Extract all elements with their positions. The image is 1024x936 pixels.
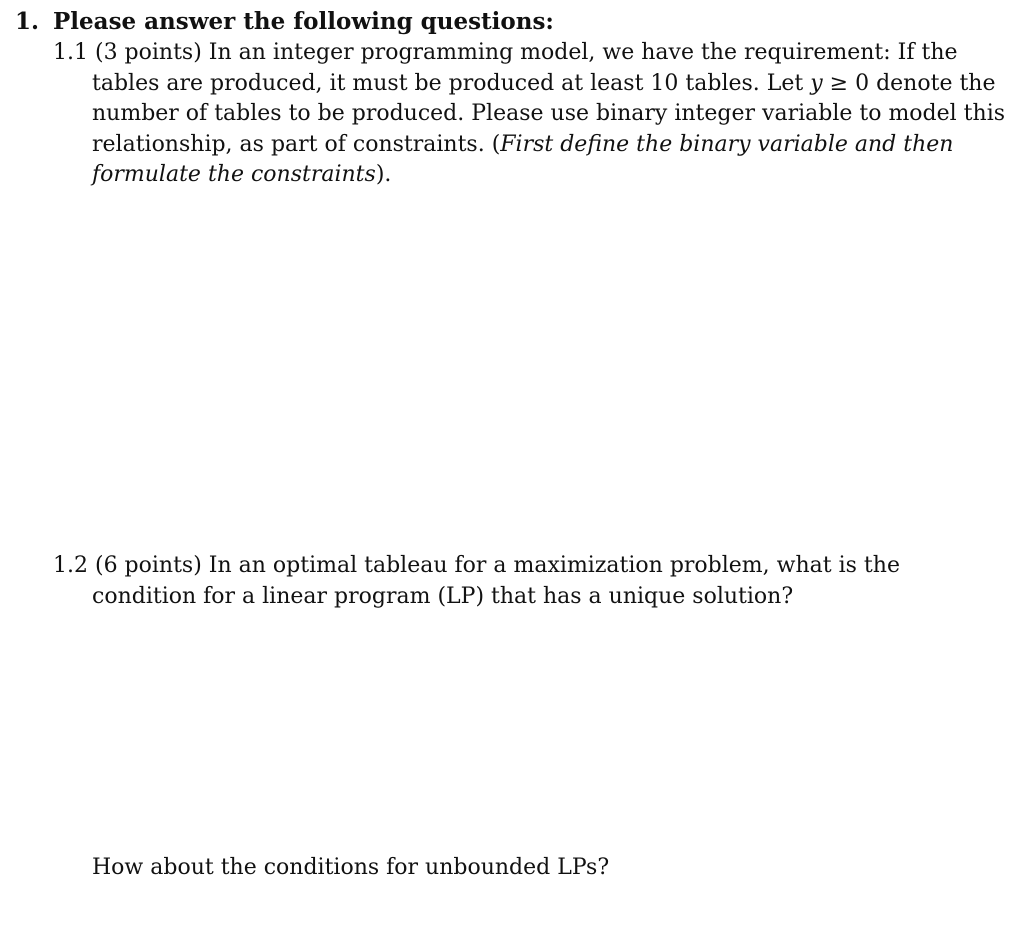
q2-line-1: 1.2 (6 points) In an optimal tableau for a maximization problem, what is the	[53, 553, 900, 578]
question-1-2	[53, 551, 988, 612]
followup-question: How about the conditions for unbounded LPs?	[92, 855, 610, 880]
heading-number: 1.	[15, 8, 40, 35]
q1-line-2-pre: tables are produced, it must be produced at least 10 tables. Let	[92, 70, 811, 96]
q1-line-1: 1.1 (3 points) In an integer programming model, we have the requirement: If the	[53, 40, 958, 65]
q1-line-2	[53, 69, 996, 100]
q1-line-5-italic: formulate the constraints	[92, 162, 376, 187]
q1-variable-y: y	[810, 70, 823, 96]
q1-line-2-post: ≥ 0 denote the	[822, 70, 996, 96]
q2-line-2: condition for a linear program (LP) that has a unique solution?	[92, 583, 794, 609]
q1-line-4-pre: relationship, as part of constraints. (	[92, 131, 501, 157]
question-heading	[15, 6, 554, 37]
q1-line-4	[53, 130, 988, 161]
question-1-1	[53, 38, 1006, 191]
heading-text: Please answer the following questions:	[53, 8, 554, 35]
q1-line-5	[53, 160, 988, 191]
q1-line-5-post: ).	[375, 162, 392, 187]
q1-line-4-italic: First define the binary variable and then	[500, 131, 954, 157]
q1-line-3: number of tables to be produced. Please use binary integer variable to model this	[92, 101, 1006, 126]
